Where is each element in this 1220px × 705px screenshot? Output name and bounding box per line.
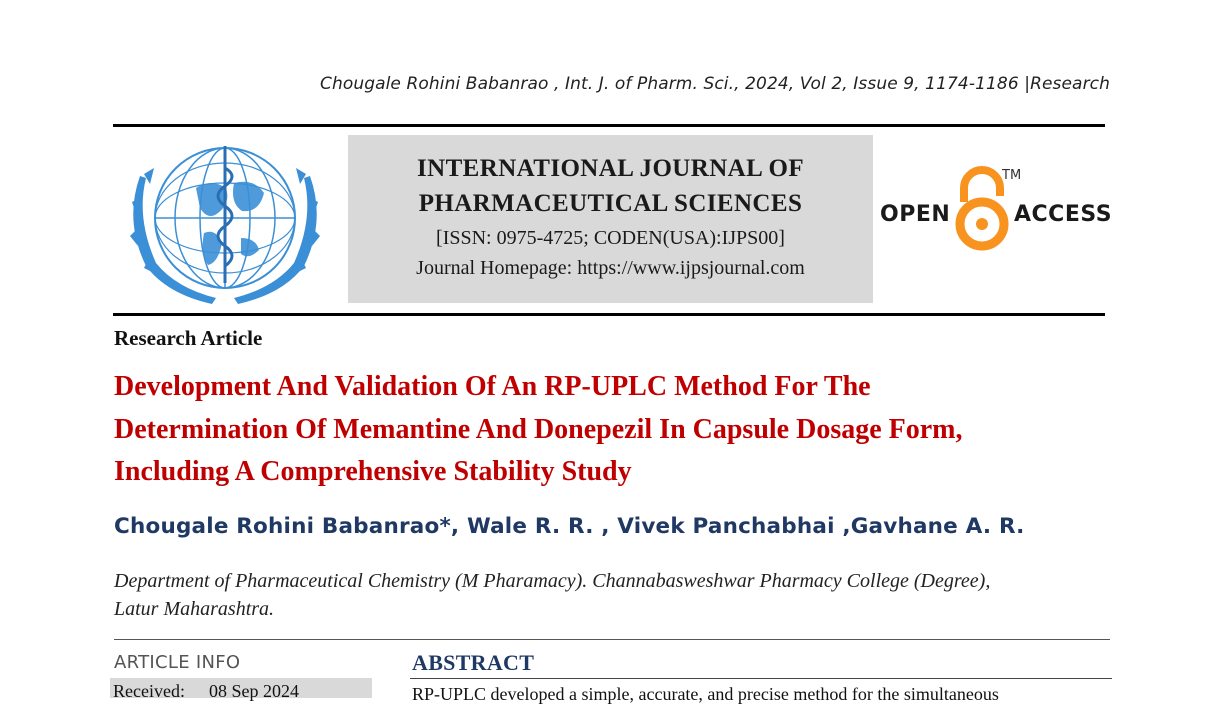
article-title-line-1: Development And Validation Of An RP-UPLC Method For The	[114, 371, 871, 402]
open-access-trademark: TM	[1002, 168, 1022, 183]
journal-issn: [ISSN: 0975-4725; CODEN(USA):IJPS00]	[436, 227, 785, 249]
header-rule-bottom	[113, 313, 1105, 316]
article-type: Research Article	[114, 326, 263, 350]
article-info-received	[113, 681, 299, 702]
open-access-word-open: OPEN	[880, 202, 951, 227]
article-info-heading: ARTICLE INFO	[114, 652, 241, 673]
abstract-rule	[410, 678, 1112, 679]
author-list: Chougale Rohini Babanrao*, Wale R. R. , Vivek Panchabhai ,Gavhane A. R.	[114, 514, 1025, 539]
journal-name-line-2: PHARMACEUTICAL SCIENCES	[418, 190, 803, 217]
running-head: Chougale Rohini Babanrao , Int. J. of Pharm. Sci., 2024, Vol 2, Issue 9, 1174-1186 |Research	[319, 74, 1110, 94]
who-emblem-icon	[126, 138, 324, 304]
affiliation-line-1: Department of Pharmaceutical Chemistry (M Pharamacy). Channabasweshwar Pharmacy College (Degree),	[114, 570, 991, 592]
article-title-line-2: Determination Of Memantine And Donepezil In Capsule Dosage Form,	[114, 413, 963, 445]
abstract-text: RP-UPLC developed a simple, accurate, and precise method for the simultaneous	[412, 684, 999, 704]
open-access-logo	[880, 166, 1113, 252]
received-value: 08 Sep 2024	[208, 681, 299, 701]
article-title-line-3: Including A Comprehensive Stability Study	[114, 456, 632, 487]
affiliation-line-2: Latur Maharashtra.	[114, 598, 275, 620]
journal-masthead	[348, 135, 873, 303]
journal-homepage: Journal Homepage: https://www.ijpsjournal.com	[416, 257, 805, 279]
journal-name-line-1: INTERNATIONAL JOURNAL OF	[417, 155, 804, 182]
header-rule-top	[113, 124, 1105, 127]
section-divider	[114, 639, 1110, 640]
article-title	[114, 366, 1114, 494]
author-affiliation	[114, 567, 1114, 623]
abstract-heading: ABSTRACT	[412, 650, 535, 675]
received-label: Received:	[113, 681, 185, 701]
open-access-word-access: ACCESS	[1014, 202, 1113, 227]
